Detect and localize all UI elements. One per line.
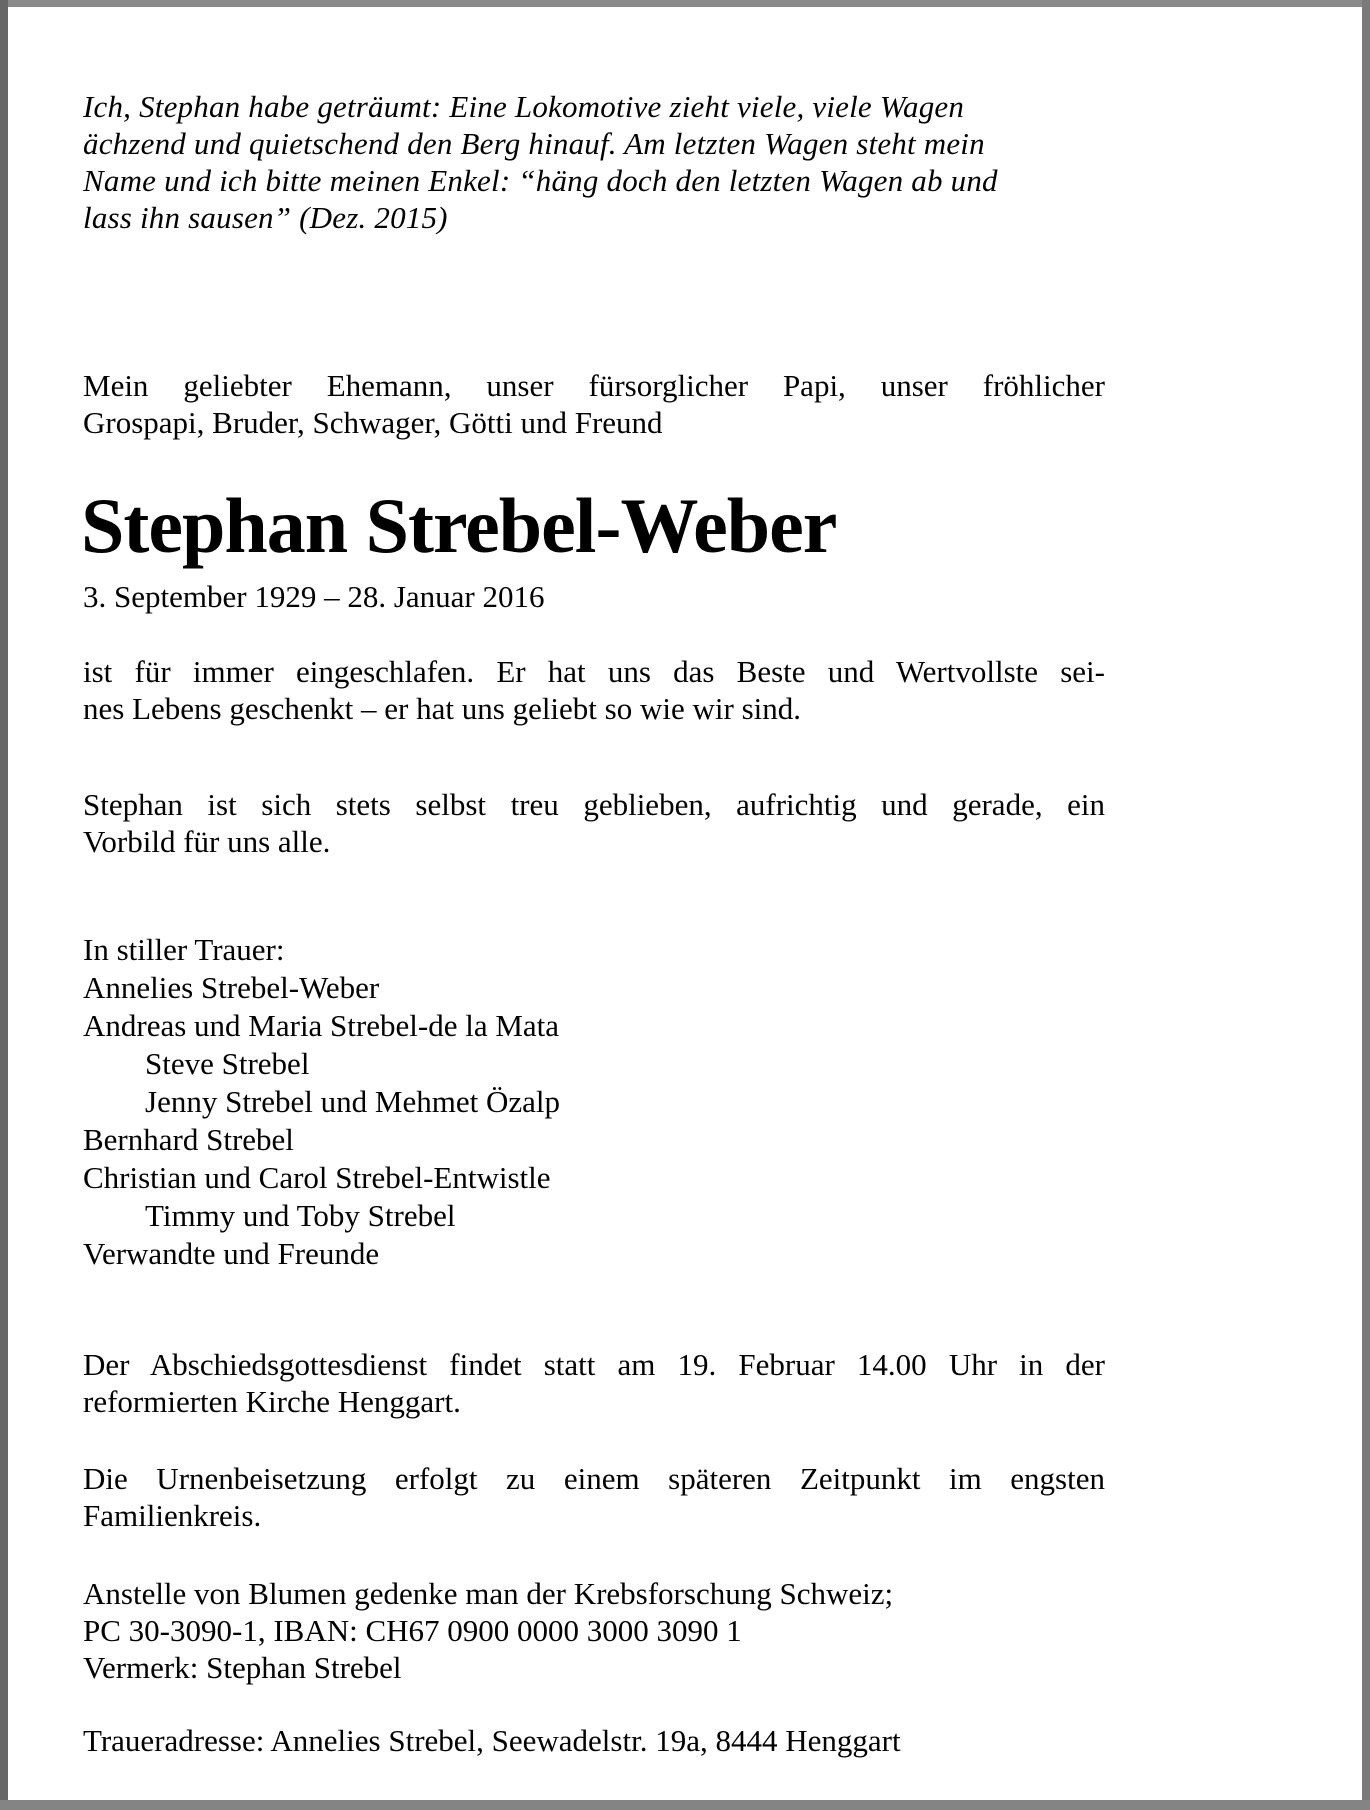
mourning-address: [83, 1722, 1105, 1759]
eulogy-paragraph-1: [83, 653, 1105, 727]
mourner-item: Steve Strebel: [145, 1046, 310, 1081]
intro-line: Grospapi, Bruder, Schwager, Götti und Freund: [83, 405, 663, 440]
life-dates: [83, 578, 1105, 615]
page-title-deceased-name: Stephan Strebel-Weber: [81, 482, 837, 569]
intro-line: Mein geliebter Ehemann, unser fürsorglicher Papi, unser fröhlicher: [83, 368, 1105, 403]
mourner-item: Jenny Strebel und Mehmet Özalp: [145, 1084, 560, 1119]
donation-line: Vermerk: Stephan Strebel: [83, 1650, 402, 1685]
frame-edge-top: [0, 0, 1370, 7]
service-info-paragraph: [83, 1346, 1105, 1420]
mourning-address-line: Traueradresse: Annelies Strebel, Seewadelstr. 19a, 8444 Henggart: [83, 1723, 901, 1758]
epigraph-quote: [83, 88, 1105, 236]
mourners-list: [83, 931, 1105, 1273]
epigraph-line: Ich, Stephan habe geträumt: Eine Lokomotive zieht viele, viele Wagen: [83, 89, 965, 124]
mourner-item: Timmy und Toby Strebel: [145, 1198, 456, 1233]
eulogy-line: ist für immer eingeschlafen. Er hat uns das Beste und Wertvollste sei-: [83, 654, 1105, 689]
service-line: Der Abschiedsgottesdienst findet statt am 19. Februar 14.00 Uhr in der: [83, 1347, 1105, 1382]
eulogy-paragraph-2: [83, 786, 1105, 860]
mourner-item: Andreas und Maria Strebel-de la Mata: [83, 1008, 560, 1043]
mourner-item: Verwandte und Freunde: [83, 1236, 380, 1271]
urn-info-paragraph: [83, 1460, 1105, 1534]
epigraph-line: lass ihn sausen” (Dez. 2015): [83, 200, 448, 235]
frame-edge-bottom: [0, 1800, 1370, 1810]
donation-line: PC 30-3090-1, IBAN: CH67 0900 0000 3000 3090 1: [83, 1613, 742, 1648]
life-dates-line: 3. September 1929 – 28. Januar 2016: [83, 579, 545, 614]
donation-info-paragraph: [83, 1575, 1105, 1686]
donation-line: Anstelle von Blumen gedenke man der Krebsforschung Schweiz;: [83, 1576, 894, 1611]
frame-edge-left: [0, 0, 8, 1810]
epigraph-line: ächzend und quietschend den Berg hinauf. Am letzten Wagen steht mein: [83, 126, 985, 161]
mourner-item: Christian und Carol Strebel-Entwistle: [83, 1160, 551, 1195]
urn-line: Familienkreis.: [83, 1498, 262, 1533]
eulogy-line: Stephan ist sich stets selbst treu geblieben, aufrichtig und gerade, ein: [83, 787, 1105, 822]
mourner-item: Bernhard Strebel: [83, 1122, 294, 1157]
service-line: reformierten Kirche Henggart.: [83, 1384, 461, 1419]
mourner-item: Annelies Strebel-Weber: [83, 970, 380, 1005]
eulogy-line: Vorbild für uns alle.: [83, 824, 331, 859]
frame-edge-right: [1362, 0, 1370, 1810]
mourners-heading: In stiller Trauer:: [83, 932, 285, 967]
epigraph-line: Name und ich bitte meinen Enkel: “häng doch den letzten Wagen ab und: [83, 163, 998, 198]
eulogy-line: nes Lebens geschenkt – er hat uns geliebt so wie wir sind.: [83, 691, 801, 726]
intro-paragraph: [83, 367, 1105, 441]
urn-line: Die Urnenbeisetzung erfolgt zu einem späteren Zeitpunkt im engsten: [83, 1461, 1105, 1496]
